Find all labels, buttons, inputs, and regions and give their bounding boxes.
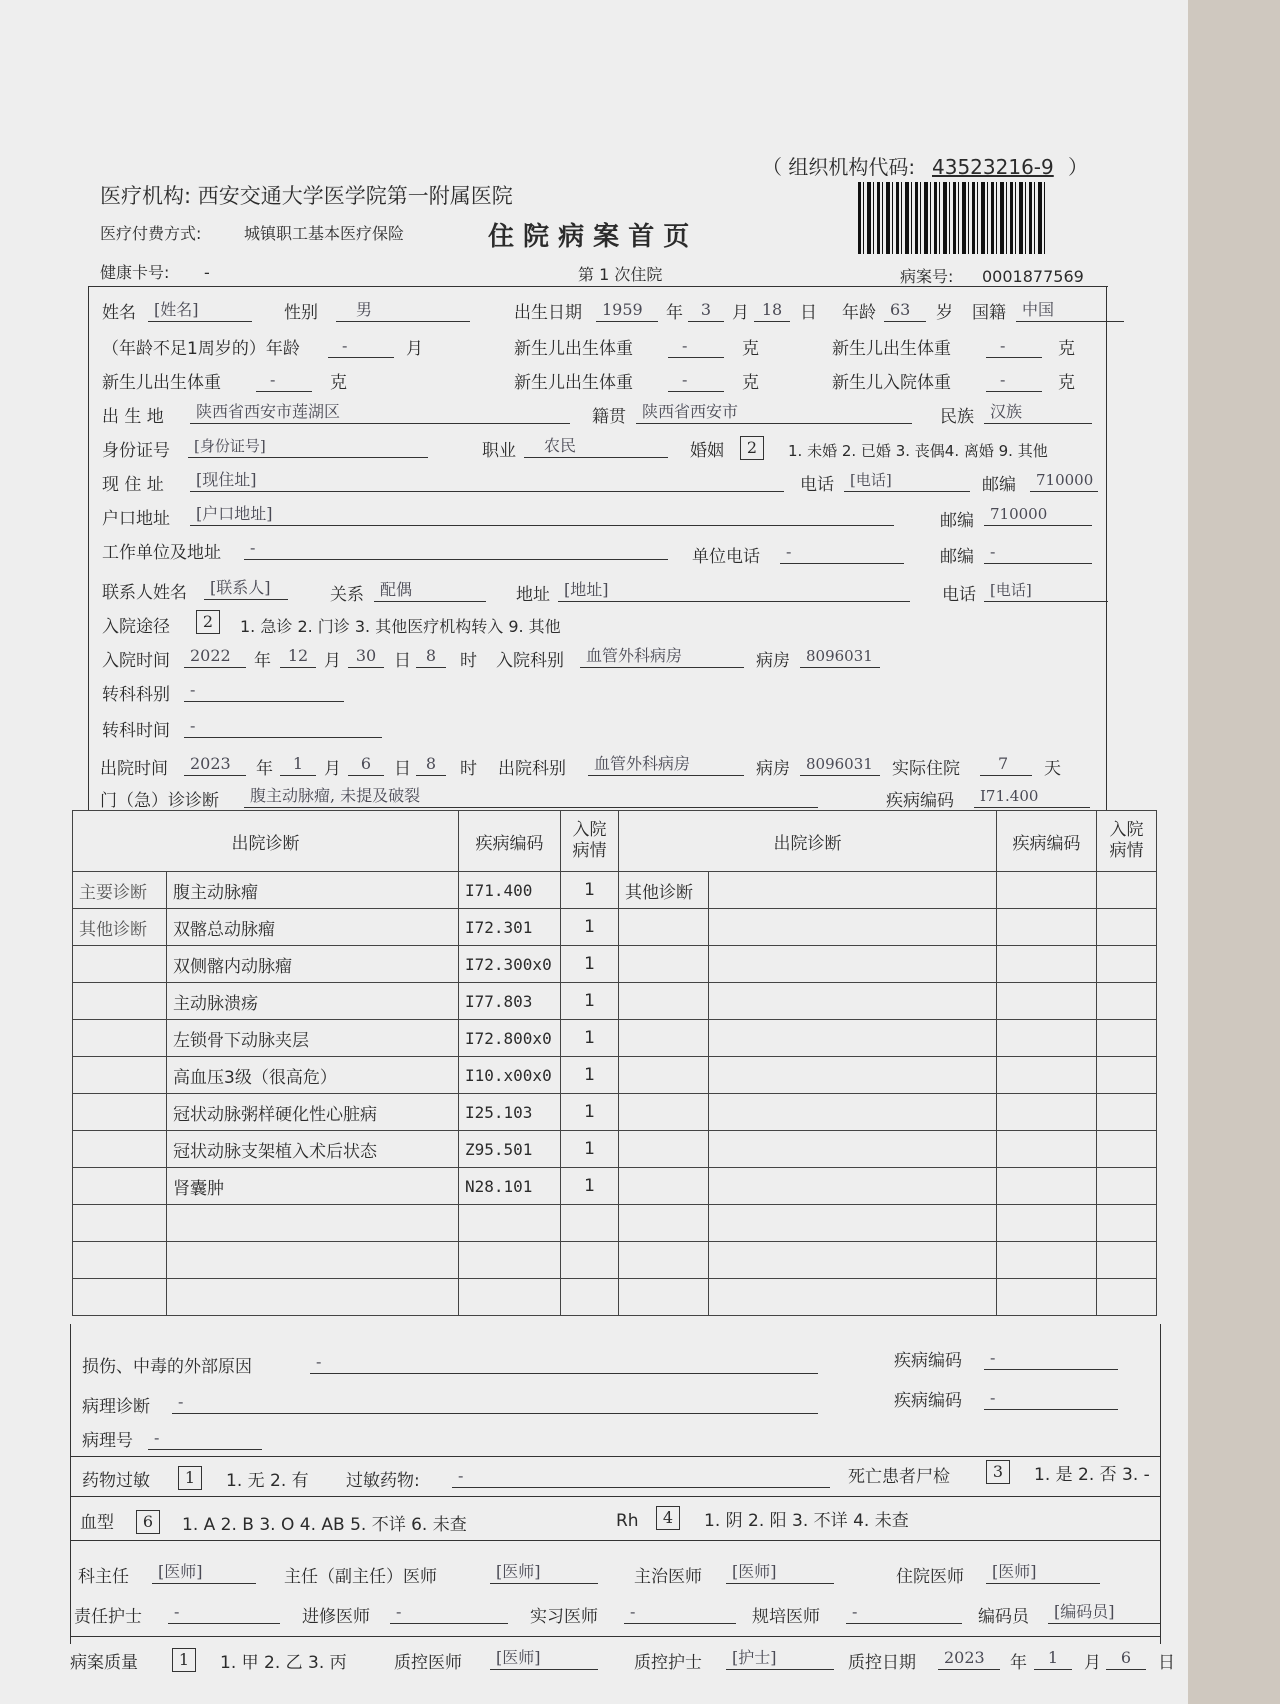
barcode — [858, 182, 1048, 254]
resident-value: [医师] — [986, 1562, 1100, 1584]
diag-type-cell — [73, 1205, 167, 1242]
ethnicity-value: 汉族 — [984, 402, 1092, 424]
org-code: 43523216-9 — [932, 155, 1054, 179]
col-admit-status-2: 入院病情 — [1097, 811, 1157, 872]
admit-dept-value: 血管外科病房 — [580, 646, 744, 668]
table-row — [73, 1205, 1157, 1242]
admit-month: 12 — [280, 646, 316, 668]
col-disease-code-2: 疾病编码 — [997, 811, 1097, 872]
diag-status-cell — [561, 1242, 619, 1279]
other-diag-type-cell — [619, 1168, 709, 1205]
age-value: 63 — [884, 300, 926, 322]
er-diag-label: 门（急）诊诊断 — [100, 791, 219, 811]
nb-weight4-label: 新生儿出生体重 — [514, 373, 633, 393]
nb-weight4-value: - — [668, 370, 724, 392]
table-row — [73, 983, 1157, 1020]
diag-status-cell — [561, 1279, 619, 1316]
work-phone-label: 单位电话 — [692, 547, 760, 567]
infant-age-label: （年龄不足1周岁的）年龄 — [102, 339, 300, 359]
diag-name-cell: 冠状动脉支架植入术后状态 — [167, 1131, 459, 1168]
work-label: 工作单位及地址 — [102, 543, 221, 563]
admit-year: 2022 — [184, 646, 246, 668]
nb-weight2-label: 新生儿出生体重 — [832, 339, 951, 359]
rh-options: 1. 阴 2. 阳 3. 不详 4. 未查 — [704, 1511, 909, 1531]
blood-options: 1. A 2. B 3. O 4. AB 5. 不详 6. 未查 — [182, 1515, 467, 1535]
chief-label: 主任（副主任）医师 — [284, 1567, 437, 1587]
diag-name-cell — [167, 1205, 459, 1242]
admit-year-unit: 年 — [254, 651, 271, 671]
discharge-dept-label: 出院科别 — [498, 759, 566, 779]
other-diag-type-cell — [619, 1279, 709, 1316]
coder-label: 编码员 — [978, 1607, 1029, 1627]
work-value: - — [244, 538, 668, 560]
other-diag-type-cell — [619, 983, 709, 1020]
job-value: 农民 — [524, 436, 668, 458]
other-diag-name-cell — [709, 872, 997, 909]
diag-type-cell: 主要诊断 — [73, 872, 167, 909]
nb-weight1-unit: 克 — [742, 339, 759, 359]
nb-weight1-label: 新生儿出生体重 — [514, 339, 633, 359]
nb-admit-weight-value: - — [986, 370, 1042, 392]
autopsy-box: 3 — [986, 1460, 1010, 1484]
coder-value: [编码员] — [1048, 1602, 1160, 1624]
other-diag-status-cell — [1097, 909, 1157, 946]
job-label: 职业 — [482, 441, 516, 461]
table-row — [73, 1279, 1157, 1316]
nurse-label: 责任护士 — [74, 1607, 142, 1627]
qc-day: 6 — [1106, 1648, 1146, 1670]
relation-value: 配偶 — [374, 580, 486, 602]
quality-box: 1 — [172, 1648, 196, 1672]
diag-type-cell — [73, 983, 167, 1020]
diag-code-cell: I10.x00x0 — [459, 1057, 561, 1094]
diag-type-cell — [73, 946, 167, 983]
pathology-label: 病理诊断 — [82, 1397, 150, 1417]
diag-type-cell — [73, 1131, 167, 1168]
nb-weight2-value: - — [986, 336, 1042, 358]
birthplace-label: 出 生 地 — [102, 407, 164, 427]
injury-code-value: - — [984, 1348, 1118, 1370]
blood-label: 血型 — [80, 1513, 114, 1533]
health-card-value: - — [204, 263, 210, 282]
trainee-label: 进修医师 — [302, 1607, 370, 1627]
phone-value: [电话] — [844, 470, 970, 492]
other-diag-name-cell — [709, 909, 997, 946]
diag-code-cell: I77.803 — [459, 983, 561, 1020]
admit-time-label: 入院时间 — [102, 651, 170, 671]
qc-year: 2023 — [938, 1648, 1000, 1670]
birthplace-value: 陕西省西安市莲湖区 — [190, 402, 570, 424]
qc-month-unit: 月 — [1084, 1653, 1101, 1673]
hukou-value: [户口地址] — [190, 504, 894, 526]
attending-value: [医师] — [726, 1562, 834, 1584]
discharge-diagnosis-table — [72, 810, 1157, 1316]
work-phone-value: - — [780, 542, 904, 564]
other-diag-name-cell — [709, 983, 997, 1020]
other-diag-status-cell — [1097, 872, 1157, 909]
birth-day-unit: 日 — [800, 303, 817, 323]
other-diag-code-cell — [997, 872, 1097, 909]
diag-type-cell — [73, 1020, 167, 1057]
allergy-drug-label: 过敏药物: — [346, 1471, 420, 1491]
table-row — [73, 909, 1157, 946]
other-diag-name-cell — [709, 1205, 997, 1242]
intern-value: - — [624, 1602, 736, 1624]
col-disease-code: 疾病编码 — [459, 811, 561, 872]
discharge-ward-label: 病房 — [756, 759, 790, 779]
admit-hour: 8 — [416, 646, 446, 668]
other-diag-status-cell — [1097, 946, 1157, 983]
diag-name-cell: 双侧髂内动脉瘤 — [167, 946, 459, 983]
sex-label: 性别 — [284, 303, 318, 323]
other-diag-name-cell — [709, 1020, 997, 1057]
resident-label: 住院医师 — [896, 1567, 964, 1587]
allergy-drug-value: - — [452, 1466, 830, 1488]
diag-status-cell — [561, 1205, 619, 1242]
contact-value: [联系人] — [204, 578, 288, 600]
diag-code-cell: I72.800x0 — [459, 1020, 561, 1057]
nb-weight2-unit: 克 — [1058, 339, 1075, 359]
col-discharge-diag: 出院诊断 — [73, 811, 459, 872]
injury-label: 损伤、中毒的外部原因 — [82, 1357, 252, 1377]
org-code-end: ） — [1068, 155, 1088, 179]
table-row — [73, 1168, 1157, 1205]
contact-label: 联系人姓名 — [102, 583, 187, 603]
transfer-time-label: 转科时间 — [102, 721, 170, 741]
table-row — [73, 1242, 1157, 1279]
id-label: 身份证号 — [102, 441, 170, 461]
other-diag-code-cell — [997, 1131, 1097, 1168]
allergy-options: 1. 无 2. 有 — [226, 1471, 309, 1491]
age-unit: 岁 — [936, 303, 953, 323]
other-diag-name-cell — [709, 1094, 997, 1131]
stay-label: 实际住院 — [892, 759, 960, 779]
route-box: 2 — [196, 610, 220, 634]
standard-value: - — [846, 1602, 962, 1624]
route-label: 入院途径 — [102, 617, 170, 637]
diag-name-cell — [167, 1279, 459, 1316]
case-no: 0001877569 — [982, 267, 1084, 286]
chief-value: [医师] — [490, 1562, 598, 1584]
phone-label: 电话 — [800, 475, 834, 495]
diag-status-cell: 1 — [561, 983, 619, 1020]
other-diag-name-cell — [709, 946, 997, 983]
native-label: 籍贯 — [592, 407, 626, 427]
diag-code-cell — [459, 1242, 561, 1279]
name-label: 姓名 — [102, 303, 136, 323]
nb-weight3-label: 新生儿出生体重 — [102, 373, 221, 393]
other-diag-name-cell — [709, 1242, 997, 1279]
address-label: 现 住 址 — [102, 475, 164, 495]
discharge-time-label: 出院时间 — [100, 759, 168, 779]
discharge-day-unit: 日 — [394, 759, 411, 779]
admission-count: 第 1 次住院 — [578, 265, 663, 284]
other-diag-code-cell — [997, 1279, 1097, 1316]
transfer-dept-label: 转科科别 — [102, 685, 170, 705]
trainee-value: - — [390, 1602, 508, 1624]
diag-status-cell: 1 — [561, 946, 619, 983]
other-diag-type-cell — [619, 1057, 709, 1094]
zip-label: 邮编 — [982, 475, 1016, 495]
rh-box: 4 — [656, 1506, 680, 1530]
birth-month-unit: 月 — [732, 303, 749, 323]
hukou-zip-value: 710000 — [984, 504, 1092, 526]
transfer-time-value: - — [184, 716, 382, 738]
other-diag-code-cell — [997, 946, 1097, 983]
diag-type-cell — [73, 1094, 167, 1131]
diag-type-cell — [73, 1168, 167, 1205]
contact-phone-value: [电话] — [984, 580, 1108, 602]
sex-value: 男 — [336, 300, 470, 322]
native-value: 陕西省西安市 — [636, 402, 912, 424]
route-options: 1. 急诊 2. 门诊 3. 其他医疗机构转入 9. 其他 — [240, 617, 561, 636]
diag-code-cell: I72.300x0 — [459, 946, 561, 983]
discharge-month-unit: 月 — [324, 759, 341, 779]
diag-name-cell: 冠状动脉粥样硬化性心脏病 — [167, 1094, 459, 1131]
nationality-label: 国籍 — [972, 303, 1006, 323]
other-diag-code-cell — [997, 1168, 1097, 1205]
diag-type-cell — [73, 1279, 167, 1316]
diag-type-cell: 其他诊断 — [73, 909, 167, 946]
admit-month-unit: 月 — [324, 651, 341, 671]
other-diag-code-cell — [997, 909, 1097, 946]
discharge-hour: 8 — [416, 754, 446, 776]
case-no-label: 病案号: — [900, 267, 954, 286]
diag-code-cell: I25.103 — [459, 1094, 561, 1131]
autopsy-options: 1. 是 2. 否 3. - — [1034, 1465, 1150, 1485]
diag-status-cell: 1 — [561, 1057, 619, 1094]
diag-code-cell: Z95.501 — [459, 1131, 561, 1168]
work-zip-label: 邮编 — [940, 547, 974, 567]
other-diag-type-cell — [619, 1242, 709, 1279]
diag-name-cell: 腹主动脉瘤 — [167, 872, 459, 909]
other-diag-name-cell — [709, 1057, 997, 1094]
birth-year-unit: 年 — [666, 303, 683, 323]
pathology-code-value: - — [984, 1388, 1118, 1410]
other-diag-code-cell — [997, 983, 1097, 1020]
diag-name-cell: 主动脉溃疡 — [167, 983, 459, 1020]
qc-month: 1 — [1034, 1648, 1072, 1670]
other-diag-status-cell — [1097, 983, 1157, 1020]
marital-label: 婚姻 — [690, 441, 724, 461]
discharge-month: 1 — [280, 754, 316, 776]
other-diag-code-cell — [997, 1205, 1097, 1242]
diag-name-cell: 双髂总动脉瘤 — [167, 909, 459, 946]
diag-name-cell: 肾囊肿 — [167, 1168, 459, 1205]
injury-value: - — [310, 1352, 818, 1374]
diag-type-cell — [73, 1242, 167, 1279]
diag-code-cell — [459, 1205, 561, 1242]
relation-label: 关系 — [330, 585, 364, 605]
stay-unit: 天 — [1044, 759, 1061, 779]
address-value: [现住址] — [190, 470, 784, 492]
admit-ward-value: 8096031 — [800, 646, 880, 668]
nb-weight4-unit: 克 — [742, 373, 759, 393]
nb-admit-weight-unit: 克 — [1058, 373, 1075, 393]
health-card-label: 健康卡号: — [100, 263, 170, 282]
dept-head-value: [医师] — [152, 1562, 256, 1584]
nurse-value: - — [168, 1602, 280, 1624]
other-diag-status-cell — [1097, 1205, 1157, 1242]
qc-nurse-value: [护士] — [726, 1648, 834, 1670]
other-diag-code-cell — [997, 1057, 1097, 1094]
diag-status-cell: 1 — [561, 1131, 619, 1168]
admit-day: 30 — [348, 646, 384, 668]
work-zip-value: - — [984, 542, 1092, 564]
contact-addr-label: 地址 — [516, 585, 550, 605]
table-row — [73, 1020, 1157, 1057]
qc-year-unit: 年 — [1010, 1653, 1027, 1673]
dept-head-label: 科主任 — [78, 1567, 129, 1587]
org-code-label: （ 组织机构代码: — [762, 155, 916, 179]
pathology-no-label: 病理号 — [82, 1431, 133, 1451]
disease-code-value: I71.400 — [974, 786, 1090, 808]
table-row — [73, 946, 1157, 983]
other-diag-type-cell: 其他诊断 — [619, 872, 709, 909]
pathology-code-label: 疾病编码 — [894, 1391, 962, 1411]
diag-code-cell — [459, 1279, 561, 1316]
qc-nurse-label: 质控护士 — [634, 1653, 702, 1673]
other-diag-code-cell — [997, 1094, 1097, 1131]
injury-code-label: 疾病编码 — [894, 1351, 962, 1371]
admit-dept-label: 入院科别 — [496, 651, 564, 671]
discharge-day: 6 — [348, 754, 384, 776]
diag-status-cell: 1 — [561, 909, 619, 946]
table-row — [73, 872, 1157, 909]
id-value: [身份证号] — [188, 436, 428, 458]
diag-code-cell: N28.101 — [459, 1168, 561, 1205]
marital-options: 1. 未婚 2. 已婚 3. 丧偶4. 离婚 9. 其他 — [788, 442, 1048, 460]
diag-status-cell: 1 — [561, 872, 619, 909]
autopsy-label: 死亡患者尸检 — [848, 1467, 950, 1487]
other-diag-type-cell — [619, 1205, 709, 1242]
infant-age-value: - — [328, 336, 394, 358]
discharge-dept-value: 血管外科病房 — [588, 754, 744, 776]
nb-admit-weight-label: 新生儿入院体重 — [832, 373, 951, 393]
qc-doctor-value: [医师] — [490, 1648, 598, 1670]
discharge-year: 2023 — [184, 754, 246, 776]
discharge-hour-unit: 时 — [460, 759, 477, 779]
other-diag-code-cell — [997, 1242, 1097, 1279]
rh-label: Rh — [616, 1511, 639, 1531]
nb-weight3-value: - — [256, 370, 312, 392]
zip-value: 710000 — [1030, 470, 1098, 492]
table-row — [73, 1094, 1157, 1131]
infant-age-unit: 月 — [406, 339, 423, 359]
table-row — [73, 1131, 1157, 1168]
other-diag-name-cell — [709, 1168, 997, 1205]
other-diag-type-cell — [619, 1131, 709, 1168]
diag-status-cell: 1 — [561, 1094, 619, 1131]
er-diag-value: 腹主动脉瘤, 未提及破裂 — [244, 786, 818, 808]
stay-value: 7 — [980, 754, 1032, 776]
birth-month: 3 — [688, 300, 724, 322]
contact-phone-label: 电话 — [942, 585, 976, 605]
admit-day-unit: 日 — [394, 651, 411, 671]
diag-name-cell: 高血压3级（很高危） — [167, 1057, 459, 1094]
pathology-no-value: - — [148, 1428, 262, 1450]
other-diag-name-cell — [709, 1131, 997, 1168]
nb-weight1-value: - — [668, 336, 724, 358]
hukou-zip-label: 邮编 — [940, 511, 974, 531]
other-diag-status-cell — [1097, 1242, 1157, 1279]
quality-options: 1. 甲 2. 乙 3. 丙 — [220, 1653, 347, 1673]
other-diag-status-cell — [1097, 1131, 1157, 1168]
diag-name-cell — [167, 1242, 459, 1279]
birth-label: 出生日期 — [514, 303, 582, 323]
other-diag-type-cell — [619, 1094, 709, 1131]
other-diag-status-cell — [1097, 1020, 1157, 1057]
payment-label: 医疗付费方式: — [100, 224, 202, 243]
diag-type-cell — [73, 1057, 167, 1094]
allergy-label: 药物过敏 — [82, 1471, 150, 1491]
name-value: [姓名] — [148, 300, 252, 322]
blood-box: 6 — [136, 1510, 160, 1534]
hukou-label: 户口地址 — [102, 509, 170, 529]
other-diag-type-cell — [619, 909, 709, 946]
nb-weight3-unit: 克 — [330, 373, 347, 393]
qc-day-unit: 日 — [1158, 1653, 1175, 1673]
institution: 医疗机构: 西安交通大学医学院第一附属医院 — [100, 184, 513, 208]
col-admit-status: 入院病情 — [561, 811, 619, 872]
quality-label: 病案质量 — [70, 1653, 138, 1673]
discharge-year-unit: 年 — [256, 759, 273, 779]
table-row — [73, 1057, 1157, 1094]
payment-value: 城镇职工基本医疗保险 — [244, 224, 405, 243]
diag-status-cell: 1 — [561, 1020, 619, 1057]
admit-ward-label: 病房 — [756, 651, 790, 671]
other-diag-type-cell — [619, 1020, 709, 1057]
other-diag-status-cell — [1097, 1094, 1157, 1131]
marital-box: 2 — [740, 436, 764, 460]
table-header — [73, 811, 1157, 872]
transfer-dept-value: - — [184, 680, 344, 702]
qc-date-label: 质控日期 — [848, 1653, 916, 1673]
contact-addr-value: [地址] — [558, 580, 910, 602]
other-diag-code-cell — [997, 1020, 1097, 1057]
admit-hour-unit: 时 — [460, 651, 477, 671]
diag-name-cell: 左锁骨下动脉夹层 — [167, 1020, 459, 1057]
birth-year: 1959 — [596, 300, 658, 322]
age-label: 年龄 — [842, 303, 876, 323]
allergy-box: 1 — [178, 1466, 202, 1490]
birth-day: 18 — [754, 300, 790, 322]
diag-code-cell: I72.301 — [459, 909, 561, 946]
other-diag-status-cell — [1097, 1057, 1157, 1094]
diag-status-cell: 1 — [561, 1168, 619, 1205]
intern-label: 实习医师 — [530, 1607, 598, 1627]
ethnicity-label: 民族 — [940, 407, 974, 427]
col-discharge-diag-2: 出院诊断 — [619, 811, 997, 872]
discharge-ward-value: 8096031 — [800, 754, 880, 776]
diag-code-cell: I71.400 — [459, 872, 561, 909]
other-diag-name-cell — [709, 1279, 997, 1316]
standard-label: 规培医师 — [752, 1607, 820, 1627]
attending-label: 主治医师 — [634, 1567, 702, 1587]
disease-code-label: 疾病编码 — [886, 791, 954, 811]
page-title: 住 院 病 案 首 页 — [488, 222, 690, 252]
nationality-value: 中国 — [1016, 300, 1124, 322]
pathology-value: - — [172, 1392, 818, 1414]
other-diag-type-cell — [619, 946, 709, 983]
other-diag-status-cell — [1097, 1279, 1157, 1316]
other-diag-status-cell — [1097, 1168, 1157, 1205]
qc-doctor-label: 质控医师 — [394, 1653, 462, 1673]
